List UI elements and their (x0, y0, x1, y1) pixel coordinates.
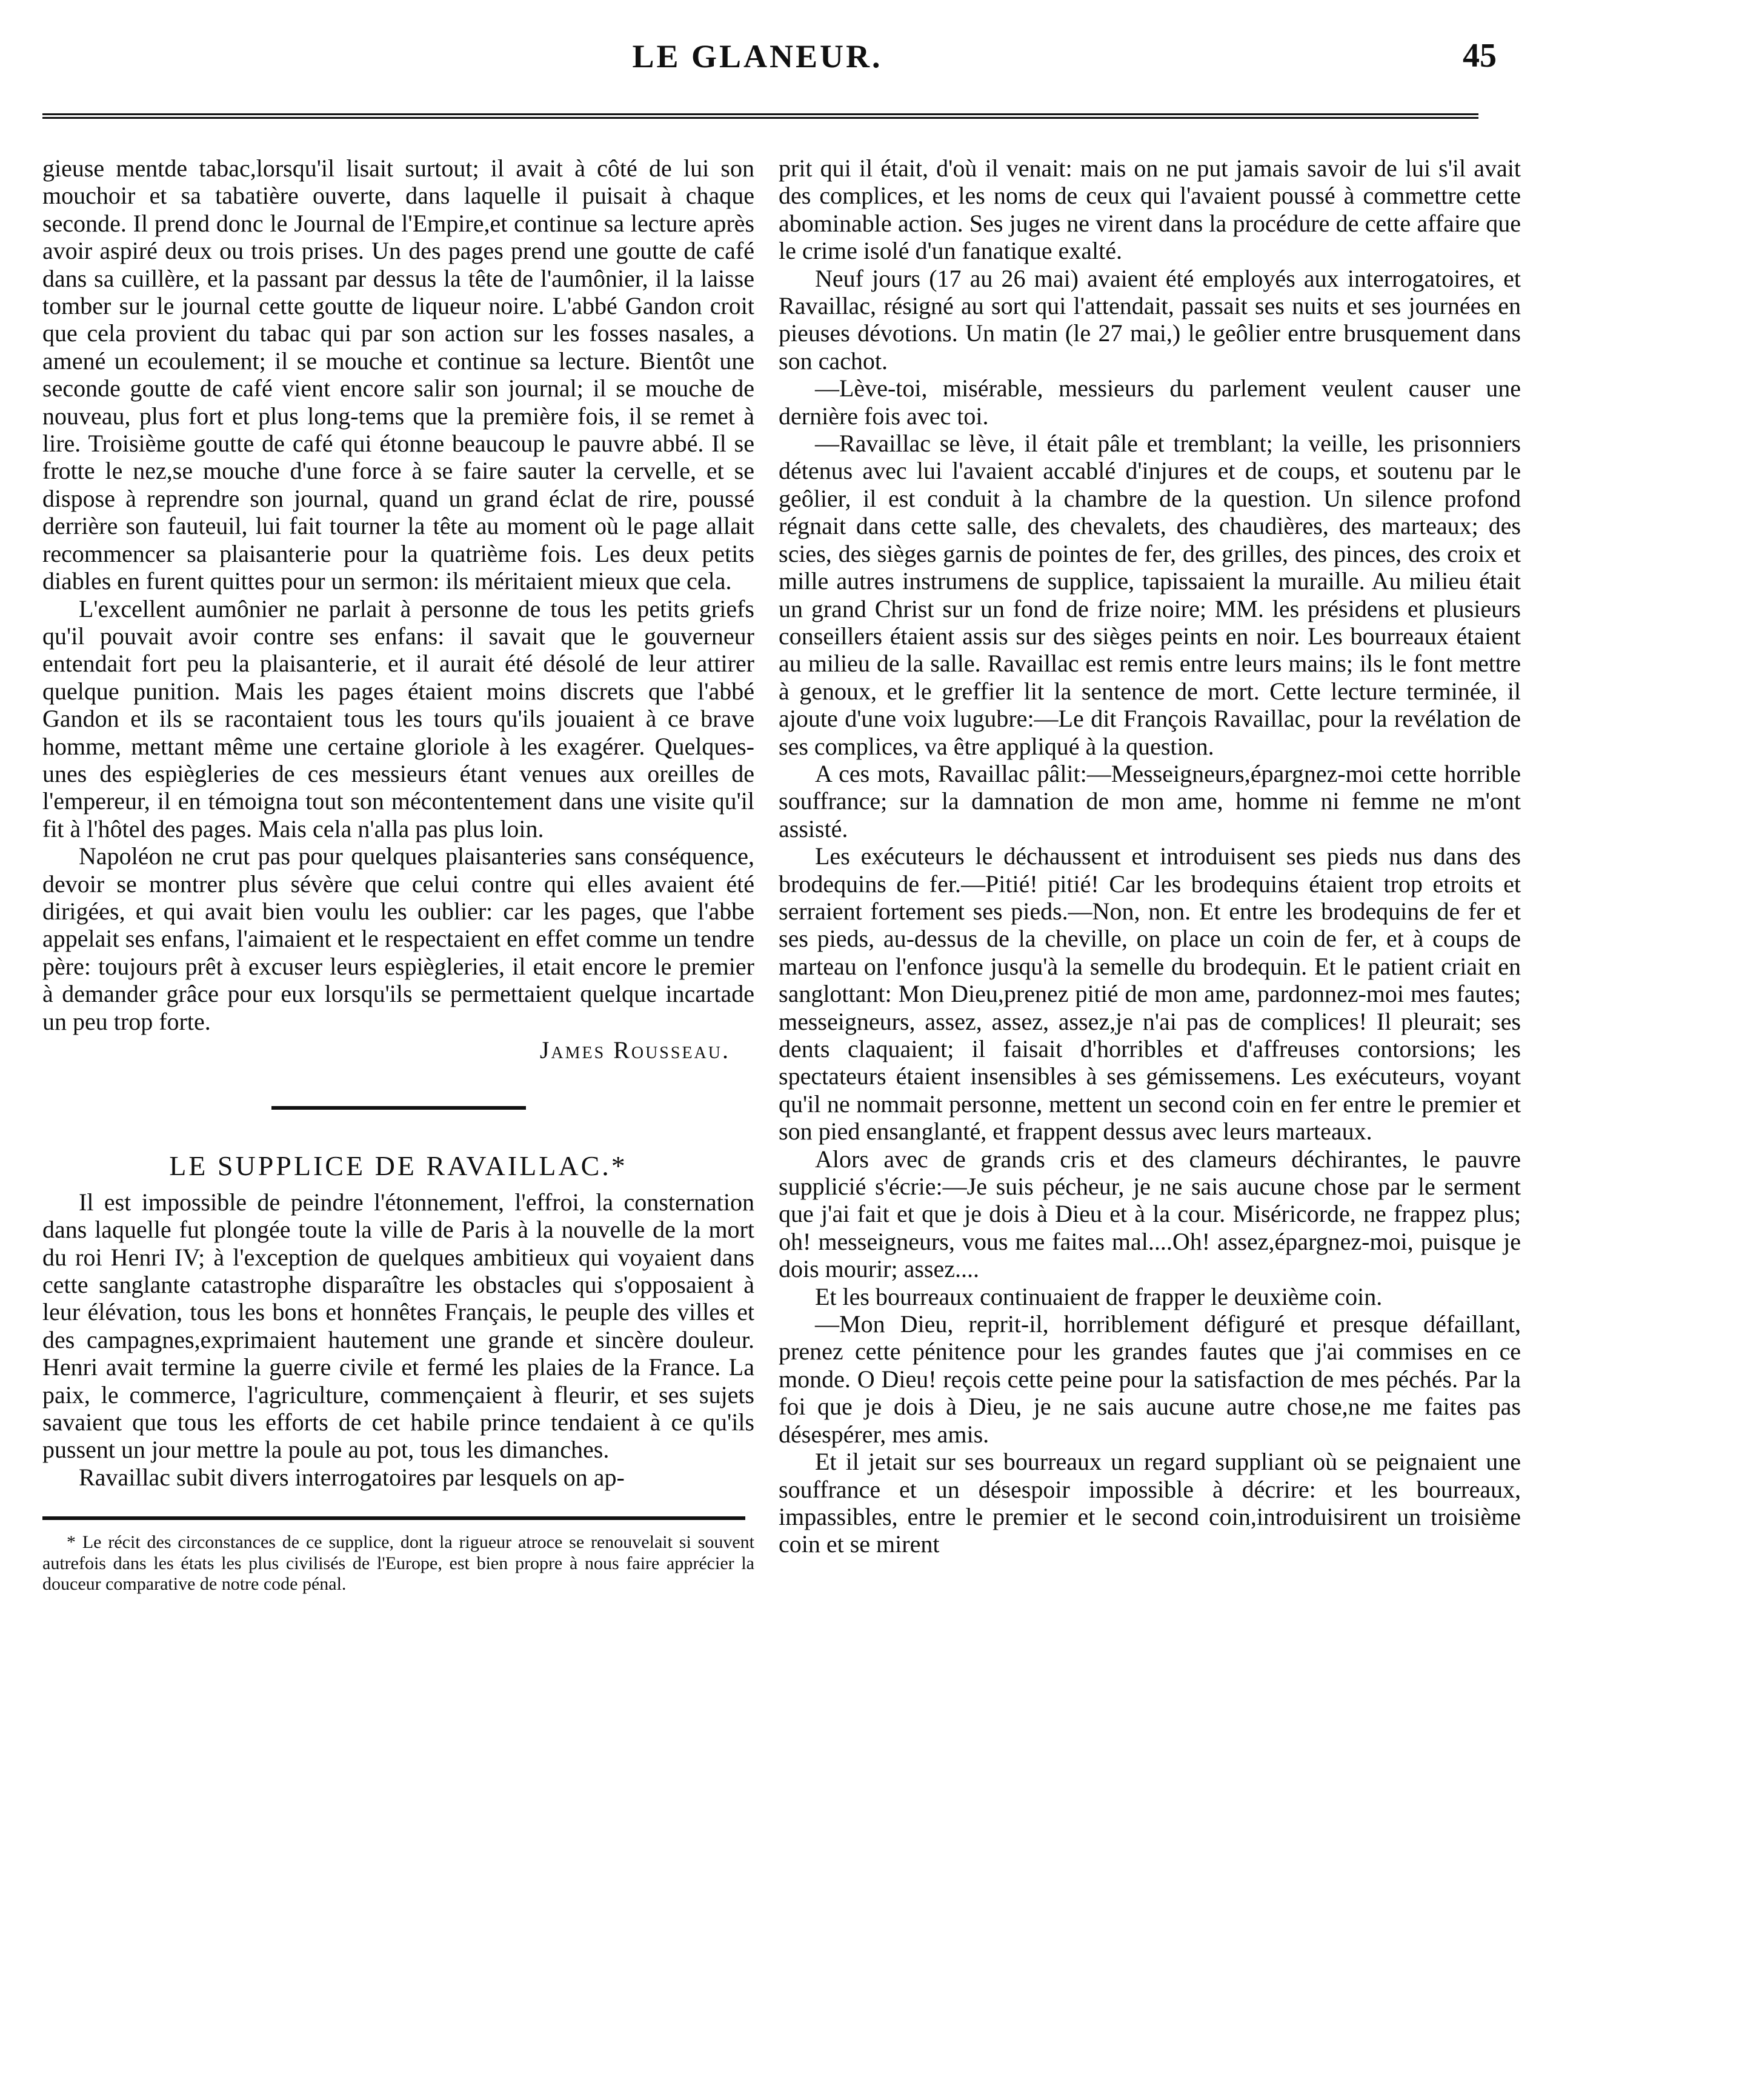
running-title: LE GLANEUR. (632, 38, 883, 75)
right-column (779, 155, 1521, 1558)
left-column (42, 155, 754, 1595)
paragraph: —Ravaillac se lève, il était pâle et tremblant; la veille, les prisonniers détenus avec lui l'avaient accablé d'injures et de coups, et soutenu par le geôlier, il est conduit à la chambre de la question. Un silence profond régnait dans cette salle, des chevalets, des chaudières, des marteaux; des scies, des sièges garnis de pointes de fer, des grilles, des pinces, des croix et mille autres instrumens de supplice, tapissaient la muraille. Au milieu était un grand Christ sur un fond de frize noire; MM. les présidens et plusieurs conseillers étaient assis sur des sièges peints en noir. Les bourreaux étaient au milieu de la salle. Ravaillac est remis entre leurs mains; ils le font mettre à genoux, et le greffier lit la sentence de mort. Cette lecture terminée, il ajoute d'une voix lugubre:—Le dit François Ravaillac, pour la revélation de ses complices, va être appliqué à la question. (779, 430, 1521, 760)
header-rule (42, 113, 1478, 119)
paragraph: Les exécuteurs le déchaussent et introduisent ses pieds nus dans des brodequins de fer.—Pitié! pitié! Car les brodequins étaient trop etroits et serraient fortement ses pieds.—Non, non. Et entre les brodequins de fer et ses pieds, au-dessus de la cheville, on place un coin de fer, et à coups de marteau on l'enfonce jusqu'à la semelle du brodequin. Et le patient criait en sanglottant: Mon Dieu,prenez pitié de mon ame, pardonnez-moi mes fautes; messeigneurs, assez, assez, assez,je n'ai pas de complices! Il pleurait; ses dents claquaient; il faisait d'horribles et d'affreuses contorsions; les spectateurs étaient insensibles à ses gémissemens. Les exécuteurs, voyant qu'il ne nommait personne, mettent un second coin en fer entre le premier et son pied ensanglanté, et frappent dessus avec leurs marteaux. (779, 842, 1521, 1145)
paragraph: Et les bourreaux continuaient de frapper le deuxième coin. (815, 1282, 1383, 1310)
paragraph: Ravaillac subit divers interrogatoires par lesquels on ap- (79, 1463, 625, 1491)
paragraph: gieuse mentde tabac,lorsqu'il lisait surtout; il avait à côté de lui son mouchoir et sa tabatière ouverte, dans laquelle il puisait à chaque seconde. Il prend donc le Journal de l'Empire,et continue sa lecture après avoir aspiré deux ou trois prises. Un des pages prend une goutte de café dans sa cuillère, et la passant par dessus la tête de l'aumônier, il la laisse tomber sur le journal cette goutte de liqueur noire. L'abbé Gandon croit que cela provient du tabac qui par son action sur les fosses nasales, a amené un ecoulement; il se mouche et continue sa lecture. Bientôt une seconde goutte de café vient encore salir son journal; il se mouche de nouveau, plus fort et plus long-tems que la première fois, il se remet à lire. Troisième goutte de café qui étonne beaucoup le pauvre abbé. Il se frotte le nez,se mouche d'une force à se faire sauter la cervelle, et se dispose à reprendre son journal, quand un grand éclat de rire, poussé derrière son fauteuil, lui fait tourner la tête au moment où le page allait recommencer sa plaisanterie pour la quatrième fois. Les deux petits diables en furent quittes pour un sermon: ils méritaient mieux que cela. (42, 155, 754, 595)
paragraph: Napoléon ne crut pas pour quelques plaisanteries sans conséquence, devoir se montrer plus sévère que celui contre qui elles avaient été dirigées, et qui avait bien voulu les oublier: car les pages, que l'abbe appelait ses enfans, l'aimaient et le respectaient en effet comme un tendre père: toujours prêt à excuser leurs espiègleries, il etait encore le premier à demander grâce pour eux lorsqu'ils se permettaient quelque incartade un peu trop forte. (42, 842, 754, 1035)
article-title: LE SUPPLICE DE RAVAILLAC.* (169, 1150, 628, 1182)
footnote-rule (42, 1516, 745, 1520)
paragraph: Et il jetait sur ses bourreaux un regard suppliant où se peignaient une souffrance et un désespoir impossible à décrire: et les bourreaux, impassibles, entre le premier et le second coin,introduisirent un troisième coin et se mirent (779, 1448, 1521, 1558)
paragraph: A ces mots, Ravaillac pâlit:—Messeigneurs,épargnez-moi cette horrible souffrance; sur la damnation de mon ame, homme ni femme ne m'ont assisté. (779, 759, 1521, 842)
footnote: * Le récit des circonstances de ce supplice, dont la rigueur atroce se renouvelait si souvent autrefois dans les états les plus civilisés de l'Europe, est bien propre à nous faire apprécier la douceur comparative de notre code pénal. (42, 1532, 754, 1595)
paragraph: Il est impossible de peindre l'étonnement, l'effroi, la consternation dans laquelle fut plongée toute la ville de Paris à la nouvelle de la mort du roi Henri IV; à l'exception de quelques ambitieux qui voyaient dans cette sanglante catastrophe disparaître les obstacles qui s'opposaient à leur élévation, tous les bons et honnêtes Français, le peuple des villes et des campagnes,exprimaient hautement une grande et sincère douleur. Henri avait termine la guerre civile et fermé les plaies de la France. La paix, le commerce, l'agriculture, commençaient à fleurir, et ses sujets savaient que tous les efforts de cet habile prince tendaient à ce qu'ils pussent un jour mettre la poule au pot, tous les dimanches. (42, 1188, 754, 1464)
paragraph: L'excellent aumônier ne parlait à personne de tous les petits griefs qu'il pouvait avoir contre ses enfans: il savait que le gouverneur entendait fort peu la plaisanterie, et il aurait été désolé de leur attirer quelque punition. Mais les pages étaient moins discrets que l'abbé Gandon et ils se racontaient tous les tours qu'ils jouaient à ce brave homme, mettant même une certaine gloriole à les exagérer. Quelques-unes des espiègleries de ces messieurs étant venues aux oreilles de l'empereur, il en témoigna tout son mécontentement dans une visite qu'il fit à l'hôtel des pages. Mais cela n'alla pas plus loin. (42, 595, 754, 842)
section-divider (271, 1106, 526, 1110)
paragraph: —Mon Dieu, reprit-il, horriblement défiguré et presque défaillant, prenez cette pénitence pour les grandes fautes que j'ai commises en ce monde. O Dieu! reçois cette peine pour la satisfaction de mes péchés. Par la foi que je dois à Dieu, je ne sais aucune autre chose,ne me faites pas désespérer, mes amis. (779, 1310, 1521, 1448)
paragraph: Alors avec de grands cris et des clameurs déchirantes, le pauvre supplicié s'écrie:—Je suis pécheur, je ne sais aucune chose par le serment que j'ai fait et que je dois à Dieu et à la cour. Miséricorde, ne frappez plus; oh! messeigneurs, vous me faites mal....Oh! assez,épargnez-moi, puisque je dois mourir; assez.... (779, 1145, 1521, 1283)
paragraph: Neuf jours (17 au 26 mai) avaient été employés aux interrogatoires, et Ravaillac, résigné au sort qui l'attendait, passait ses nuits et ses journées en pieuses dévotions. Un matin (le 27 mai,) le geôlier entre brusquement dans son cachot. (779, 264, 1521, 375)
author-signature: James Rousseau. (539, 1036, 730, 1064)
page-number: 45 (1463, 37, 1497, 75)
paragraph: prit qui il était, d'où il venait: mais on ne put jamais savoir de lui s'il avait des complices, et les noms de ceux qui l'avaient poussé à commettre cette abominable action. Ses juges ne virent dans la procédure de cette affaire que le crime isolé d'un fanatique exalté. (779, 155, 1521, 265)
paragraph: —Lève-toi, misérable, messieurs du parlement veulent causer une dernière fois avec toi. (779, 375, 1521, 430)
page-header (36, 32, 1497, 86)
